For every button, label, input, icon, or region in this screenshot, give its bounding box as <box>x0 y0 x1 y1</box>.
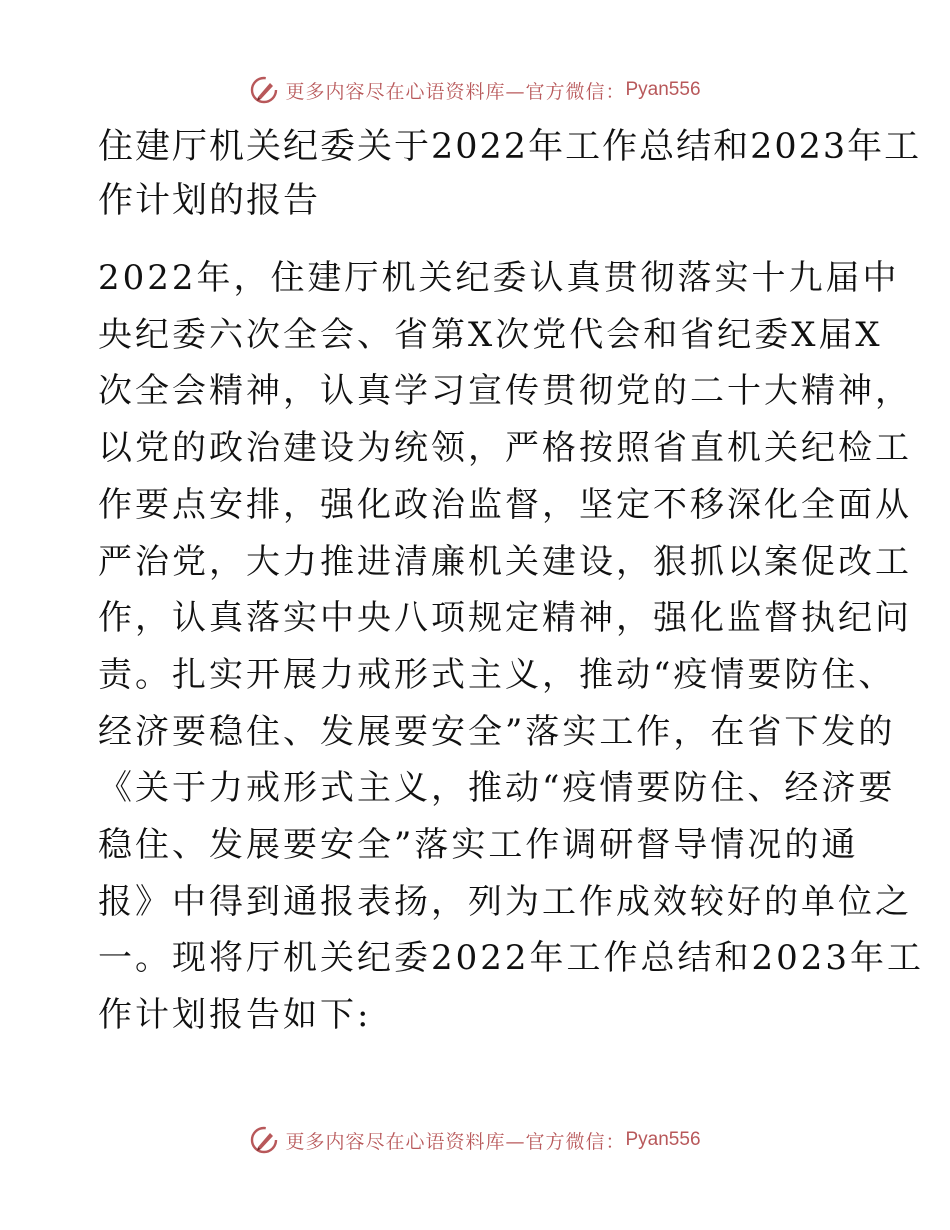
body-line: 报》中得到通报表扬，列为工作成效较好的单位之 <box>98 881 912 922</box>
title-line: 住建厅机关纪委关于2022年工作总结和2023年工 <box>98 127 922 167</box>
pen-circle-logo-icon <box>249 75 279 105</box>
watermark-text: 更多内容尽在心语资料库—官方微信： <box>285 80 626 103</box>
body-line: 作计划报告如下: <box>98 995 372 1036</box>
body-line: 2022年，住建厅机关纪委认真贯彻落实十九届中 <box>98 258 900 298</box>
pen-circle-logo-icon <box>249 1125 279 1155</box>
body-line: 严治党，大力推进清廉机关建设，狠抓以案促改工 <box>98 541 912 582</box>
body-paragraph <box>98 250 925 1044</box>
watermark-header <box>0 70 950 110</box>
body-line: 责。扎实开展力戒形式主义，推动“疫情要防住、 <box>98 654 896 695</box>
body-line: 作，认真落实中央八项规定精神，强化监督执纪问 <box>98 598 912 639</box>
watermark-footer <box>0 1120 950 1160</box>
body-line: 一。现将厅机关纪委2022年工作总结和2023年工 <box>98 938 925 979</box>
watermark-text: 更多内容尽在心语资料库—官方微信： <box>285 1130 626 1153</box>
watermark-wechat-id: Pyan556 <box>625 1129 701 1150</box>
body-line: 稳住、发展要安全”落实工作调研督导情况的通 <box>98 825 859 866</box>
body-line: 以党的政治建设为统领，严格按照省直机关纪检工 <box>98 428 912 469</box>
body-line: 《关于力戒形式主义，推动“疫情要防住、经济要 <box>98 768 896 809</box>
body-line: 经济要稳住、发展要安全”落实工作，在省下发的 <box>98 711 896 752</box>
body-line: 次全会精神，认真学习宣传贯彻党的二十大精神， <box>98 371 912 412</box>
document-title <box>98 120 922 228</box>
title-line: 作计划的报告 <box>98 181 321 221</box>
body-line: 央纪委六次全会、省第X次党代会和省纪委X届X <box>98 314 883 355</box>
body-line: 作要点安排，强化政治监督，坚定不移深化全面从 <box>98 484 912 525</box>
watermark-wechat-id: Pyan556 <box>625 79 701 100</box>
